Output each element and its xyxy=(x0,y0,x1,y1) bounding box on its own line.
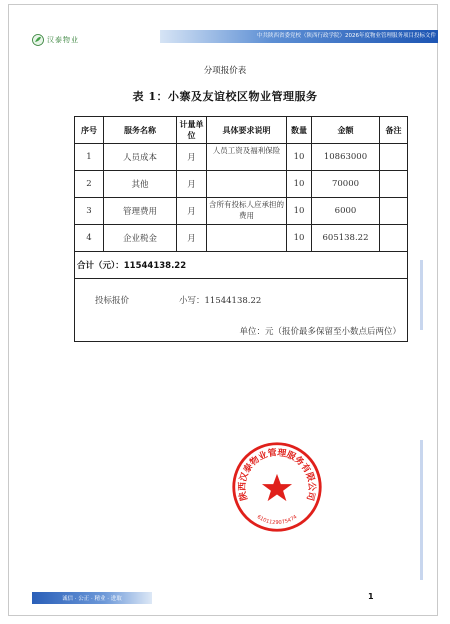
header-cell: 具体要求说明 xyxy=(207,117,287,144)
bid-unit-note: 单位：元（报价最多保留至小数点后两位） xyxy=(239,327,401,337)
header-cell: 序号 xyxy=(75,117,104,144)
amount: 605138.22 xyxy=(312,225,380,252)
table-row xyxy=(75,198,408,225)
company-seal xyxy=(230,440,324,534)
seal-text: 陕西汉泰物业管理服务有限公司 xyxy=(237,448,317,502)
amount: 6000 xyxy=(312,198,380,225)
leaf-logo-icon xyxy=(32,34,44,46)
row-number: 3 xyxy=(75,198,104,225)
row-number: 4 xyxy=(75,225,104,252)
bid-amount: 小写：11544138.22 xyxy=(179,296,262,306)
unit: 月 xyxy=(177,225,207,252)
table-row xyxy=(75,171,408,198)
seal-star-icon xyxy=(262,474,292,501)
row-number: 2 xyxy=(75,171,104,198)
table-row xyxy=(75,144,408,171)
page-number: 1 xyxy=(368,592,374,601)
bid-cell xyxy=(75,279,408,342)
note xyxy=(380,144,408,171)
footer-slogan: 诚信 · 公正 · 精业 · 进取 xyxy=(62,596,122,602)
price-table xyxy=(74,116,408,342)
header-cell: 金额 xyxy=(312,117,380,144)
note xyxy=(380,225,408,252)
quantity: 10 xyxy=(287,198,312,225)
seal-number: 6101129075474 xyxy=(255,514,299,527)
table-row xyxy=(75,225,408,252)
quantity: 10 xyxy=(287,144,312,171)
service-name: 人员成本 xyxy=(104,144,177,171)
total-row xyxy=(75,252,408,279)
header-cell: 服务名称 xyxy=(104,117,177,144)
note xyxy=(380,171,408,198)
service-name: 管理费用 xyxy=(104,198,177,225)
unit: 月 xyxy=(177,171,207,198)
amount: 70000 xyxy=(312,171,380,198)
section-title: 分项报价表 xyxy=(203,66,247,76)
quantity: 10 xyxy=(287,171,312,198)
requirement xyxy=(207,171,287,198)
note xyxy=(380,198,408,225)
right-decor-line-lower xyxy=(420,440,423,580)
requirement: 含所有投标人应承担的费用 xyxy=(207,198,287,225)
unit: 月 xyxy=(177,198,207,225)
table-header-row xyxy=(75,117,408,144)
table-title: 表 1：小寨及友谊校区物业管理服务 xyxy=(132,90,318,103)
service-name: 其他 xyxy=(104,171,177,198)
header-cell: 计量单位 xyxy=(177,117,207,144)
header-cell: 备注 xyxy=(380,117,408,144)
total-amount: 合计（元）：11544138.22 xyxy=(75,252,408,279)
bid-row xyxy=(75,279,408,342)
requirement xyxy=(207,225,287,252)
header-text: 中共陕西省委党校（陕西行政学院）2026年度物业管理服务项目投标文件 xyxy=(257,33,436,39)
amount: 10863000 xyxy=(312,144,380,171)
service-name: 企业税金 xyxy=(104,225,177,252)
right-decor-line xyxy=(420,260,423,330)
unit: 月 xyxy=(177,144,207,171)
header-cell: 数量 xyxy=(287,117,312,144)
row-number: 1 xyxy=(75,144,104,171)
requirement: 人员工资及福利保险 xyxy=(207,144,287,171)
logo-text: 汉泰物业 xyxy=(47,36,79,44)
bid-label: 投标报价 xyxy=(95,296,130,306)
quantity: 10 xyxy=(287,225,312,252)
company-logo xyxy=(32,34,79,46)
